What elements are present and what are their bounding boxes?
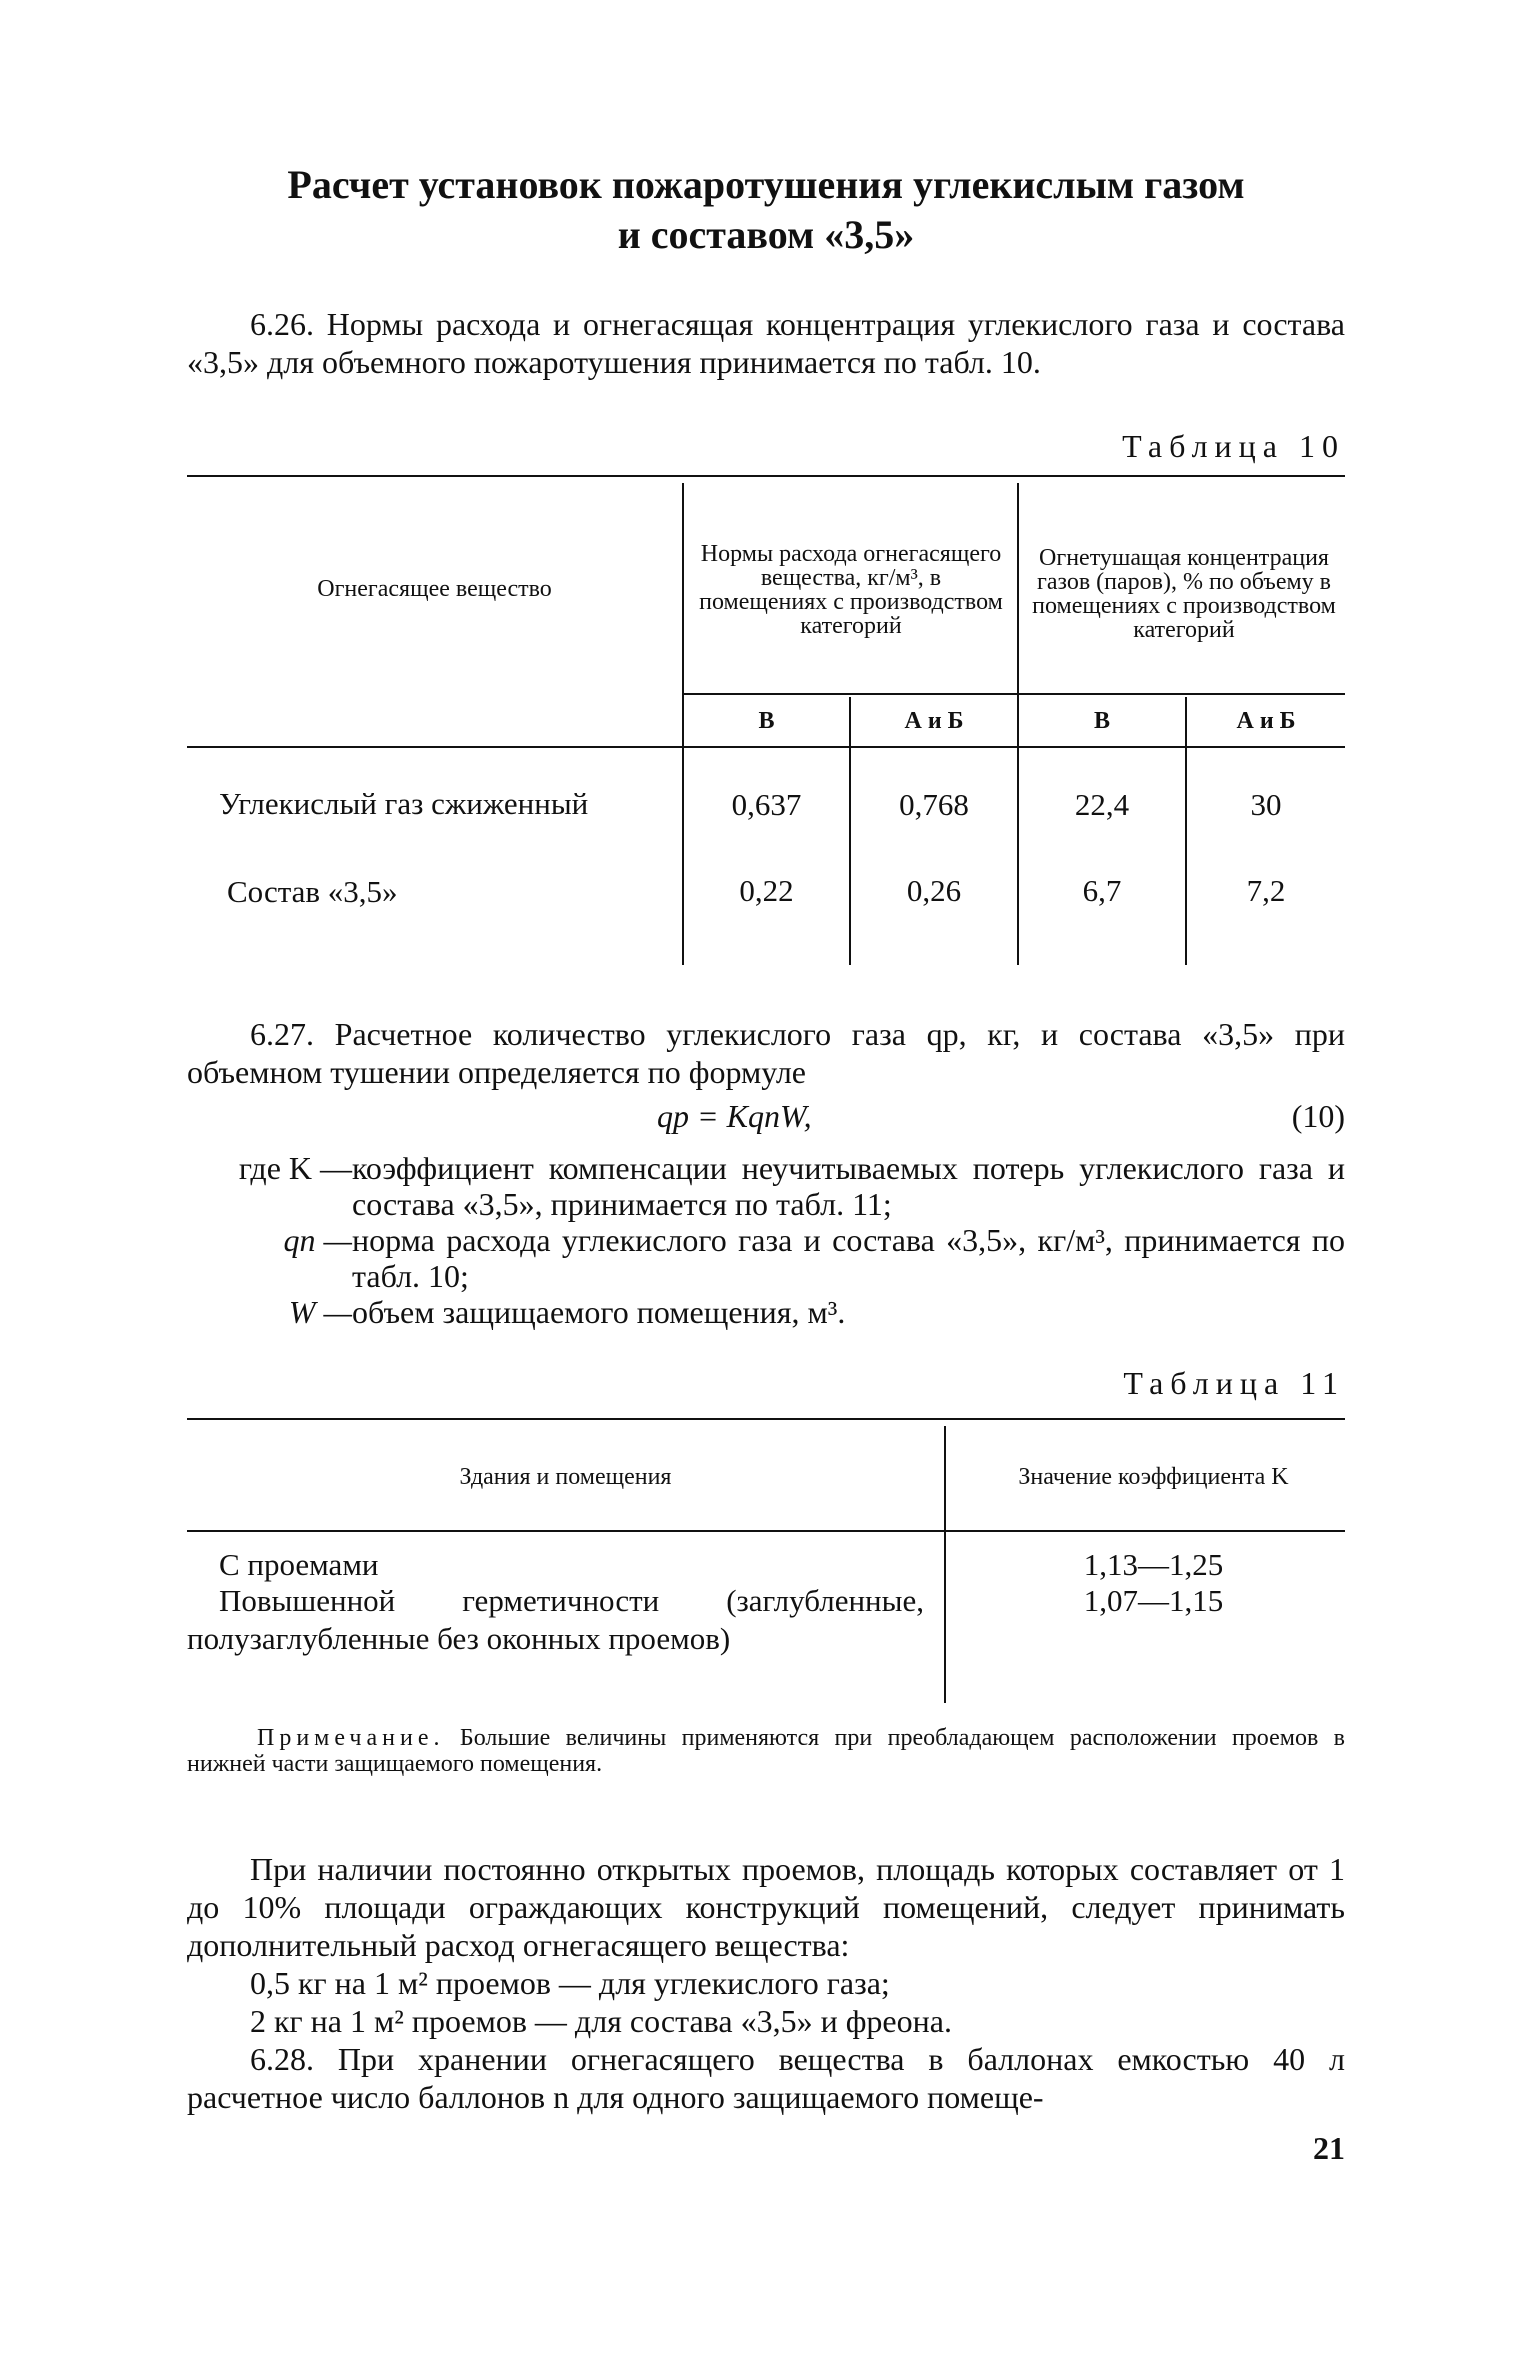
- legend-k: [187, 1150, 1345, 1222]
- table-10-row-1-ab-norm: 0,768: [899, 787, 969, 822]
- closing-text: [187, 1850, 1345, 2116]
- header-coefficient: Значение коэффициента K: [1018, 1464, 1289, 1490]
- table-11-row-1-value: 1,13—1,25: [1083, 1547, 1224, 1582]
- paragraph-6-26: 6.26. Нормы расхода и огнегасящая концентрация углекислого газа и состава «3,5» для объемного пожаротушения принимается по табл. 10.: [187, 306, 1345, 380]
- formula-legend: [187, 1150, 1345, 1330]
- legend-w-term: W —: [288, 1294, 352, 1330]
- legend-k-text: коэффициент компенсации неучитываемых потерь углекислого газа и состава «3,5», принимается по табл. 11;: [352, 1150, 1345, 1222]
- table-11-header-rule: [187, 1530, 1345, 1532]
- header-buildings: Здания и помещения: [459, 1464, 672, 1490]
- table-10-row-1-v-conc: 22,4: [1074, 787, 1130, 822]
- table-10-row-1-name: Углекислый газ сжиженный: [219, 786, 589, 821]
- subheader-v-norms: В: [758, 708, 775, 734]
- table-10-row-2-ab-norm: 0,26: [906, 873, 962, 908]
- header-norms: Нормы расхода огнегасящего вещества, кг/м³, в помещениях с производством категорий: [699, 541, 1003, 639]
- table-11-note: [187, 1725, 1345, 1777]
- legend-qn: [187, 1222, 1345, 1294]
- legend-qn-term: qn —: [283, 1222, 352, 1258]
- paragraph-6-26-block: [187, 305, 1345, 381]
- paragraph-open-openings: При наличии постоянно открытых проемов, площадь которых составляет от 1 до 10% площади ограждающих конструкций помещений, следует принимать дополнительный расход огнегасящего вещества:: [187, 1851, 1345, 1963]
- section-title: [187, 160, 1345, 260]
- title-line-1: Расчет установок пожаротушения углекислым газом: [287, 162, 1245, 207]
- paragraph-6-28: 6.28. При хранении огнегасящего вещества в баллонах емкостью 40 л расчетное число баллонов n для одного защищаемого помеще-: [187, 2041, 1345, 2115]
- page-number: 21: [1313, 2130, 1345, 2166]
- table-10-row-2-name: Состав «3,5»: [227, 874, 398, 909]
- table-10-row-2-v-norm: 0,22: [739, 873, 794, 908]
- table-10-top-rule: [187, 475, 1345, 477]
- table-10-row-1-ab-conc: 30: [1250, 787, 1282, 822]
- legend-qn-text: норма расхода углекислого газа и состава «3,5», кг/м³, принимается по табл. 10;: [352, 1222, 1345, 1294]
- table-10-row-2-v-conc: 6,7: [1082, 873, 1122, 908]
- table-11-row-1-name: С проемами: [219, 1547, 379, 1582]
- title-line-2: и составом «3,5»: [617, 212, 915, 257]
- note-text: Большие величины применяются при преобладающем расположении проемов в нижней части защищаемого помещения.: [187, 1725, 1346, 1777]
- table-11-col-divider: [944, 1426, 946, 1703]
- table-10: [187, 475, 1345, 965]
- table-11: [187, 1418, 1345, 1703]
- header-substance: Огнегасящее вещество: [317, 576, 552, 602]
- page: [187, 0, 1345, 2363]
- table-10-caption: Таблица 10: [1122, 428, 1345, 464]
- table-10-row-2-ab-conc: 7,2: [1246, 873, 1286, 908]
- header-concentration: Огнетушащая концентрация газов (паров), % по объему в помещениях с производством категорий: [1032, 545, 1336, 643]
- table-11-top-rule: [187, 1418, 1345, 1420]
- table-11-caption: Таблица 11: [1123, 1365, 1345, 1401]
- formula-number: (10): [1291, 1098, 1345, 1134]
- paragraph-6-27: 6.27. Расчетное количество углекислого газа qр, кг, и состава «3,5» при объемном тушении определяется по формуле: [187, 1016, 1345, 1090]
- paragraph-35-extra: 2 кг на 1 м² проемов — для состава «3,5» и фреона.: [250, 2003, 952, 2039]
- legend-w-text: объем защищаемого помещения, м³.: [352, 1294, 846, 1330]
- formula-10: qр = KqnW,: [657, 1098, 812, 1134]
- table-10-subheader-rule: [684, 693, 1345, 695]
- note-label: Примечание.: [257, 1725, 445, 1751]
- paragraph-co2-extra: 0,5 кг на 1 м² проемов — для углекислого газа;: [250, 1965, 890, 2001]
- table-10-header-rule: [187, 746, 1345, 748]
- paragraph-6-27-block: [187, 1015, 1345, 1091]
- table-10-row-1-v-norm: 0,637: [731, 787, 802, 822]
- table-11-row-2-value: 1,07—1,15: [1083, 1583, 1224, 1618]
- subheader-ab-conc: А и Б: [1236, 708, 1296, 734]
- subheader-ab-norms: А и Б: [904, 708, 964, 734]
- legend-w: [187, 1294, 1345, 1330]
- subheader-v-conc: В: [1093, 708, 1110, 734]
- legend-k-term: где K —: [238, 1150, 352, 1186]
- table-11-row-2-name: Повышенной герметичности (заглубленные, полузаглубленные без оконных проемов): [187, 1583, 924, 1656]
